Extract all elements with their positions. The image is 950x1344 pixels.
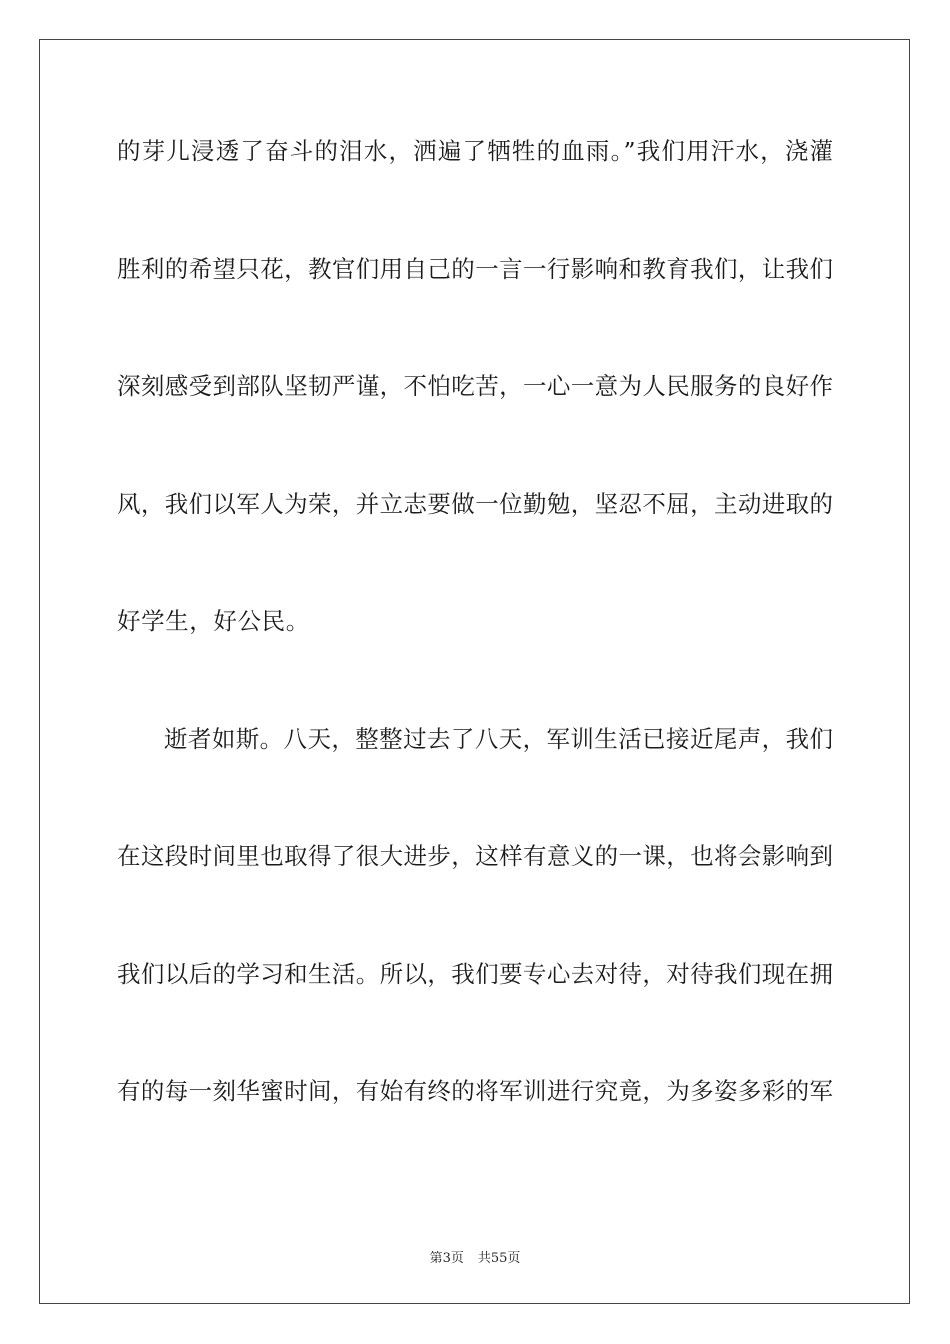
text-line-2: 胜利的希望只花，教官们用自己的一言一行影响和教育我们，让我们 <box>117 254 834 283</box>
text-line-8: 我们以后的学习和生活。所以，我们要专心去对待，对待我们现在拥 <box>117 959 834 988</box>
text-line-1: 的芽儿浸透了奋斗的泪水，洒遍了牺牲的血雨。”我们用汗水，浇灌 <box>117 137 835 165</box>
text-line <box>117 246 833 293</box>
page-footer <box>0 1247 950 1266</box>
text-line-3: 深刻感受到部队坚韧严谨，不怕吃苦，一心一意为人民服务的良好作 <box>117 372 834 400</box>
total-pages: 共55页 <box>477 1251 521 1266</box>
text-line <box>117 833 833 880</box>
text-line <box>117 128 833 175</box>
text-line-4: 风，我们以军人为荣，并立志要做一位勤勉，坚忍不屈，主动进取的 <box>117 489 834 518</box>
text-line <box>117 951 833 998</box>
text-line <box>117 716 833 763</box>
page-number: 第3页 <box>429 1251 464 1266</box>
text-line-6: 逝者如斯。八天，整整过去了八天，军训生活已接近尾声，我们 <box>164 724 834 753</box>
text-line <box>117 481 833 528</box>
text-line-7: 在这段时间里也取得了很大进步，这样有意义的一课，也将会影响到 <box>117 842 834 870</box>
text-line <box>117 598 833 645</box>
text-line <box>117 1068 833 1115</box>
text-line-9: 有的每一刻华蜜时间，有始有终的将军训进行究竟，为多姿多彩的军 <box>117 1077 834 1105</box>
text-line-5: 好学生，好公民。 <box>117 607 310 635</box>
text-line <box>117 363 833 410</box>
document-body <box>117 128 833 1186</box>
